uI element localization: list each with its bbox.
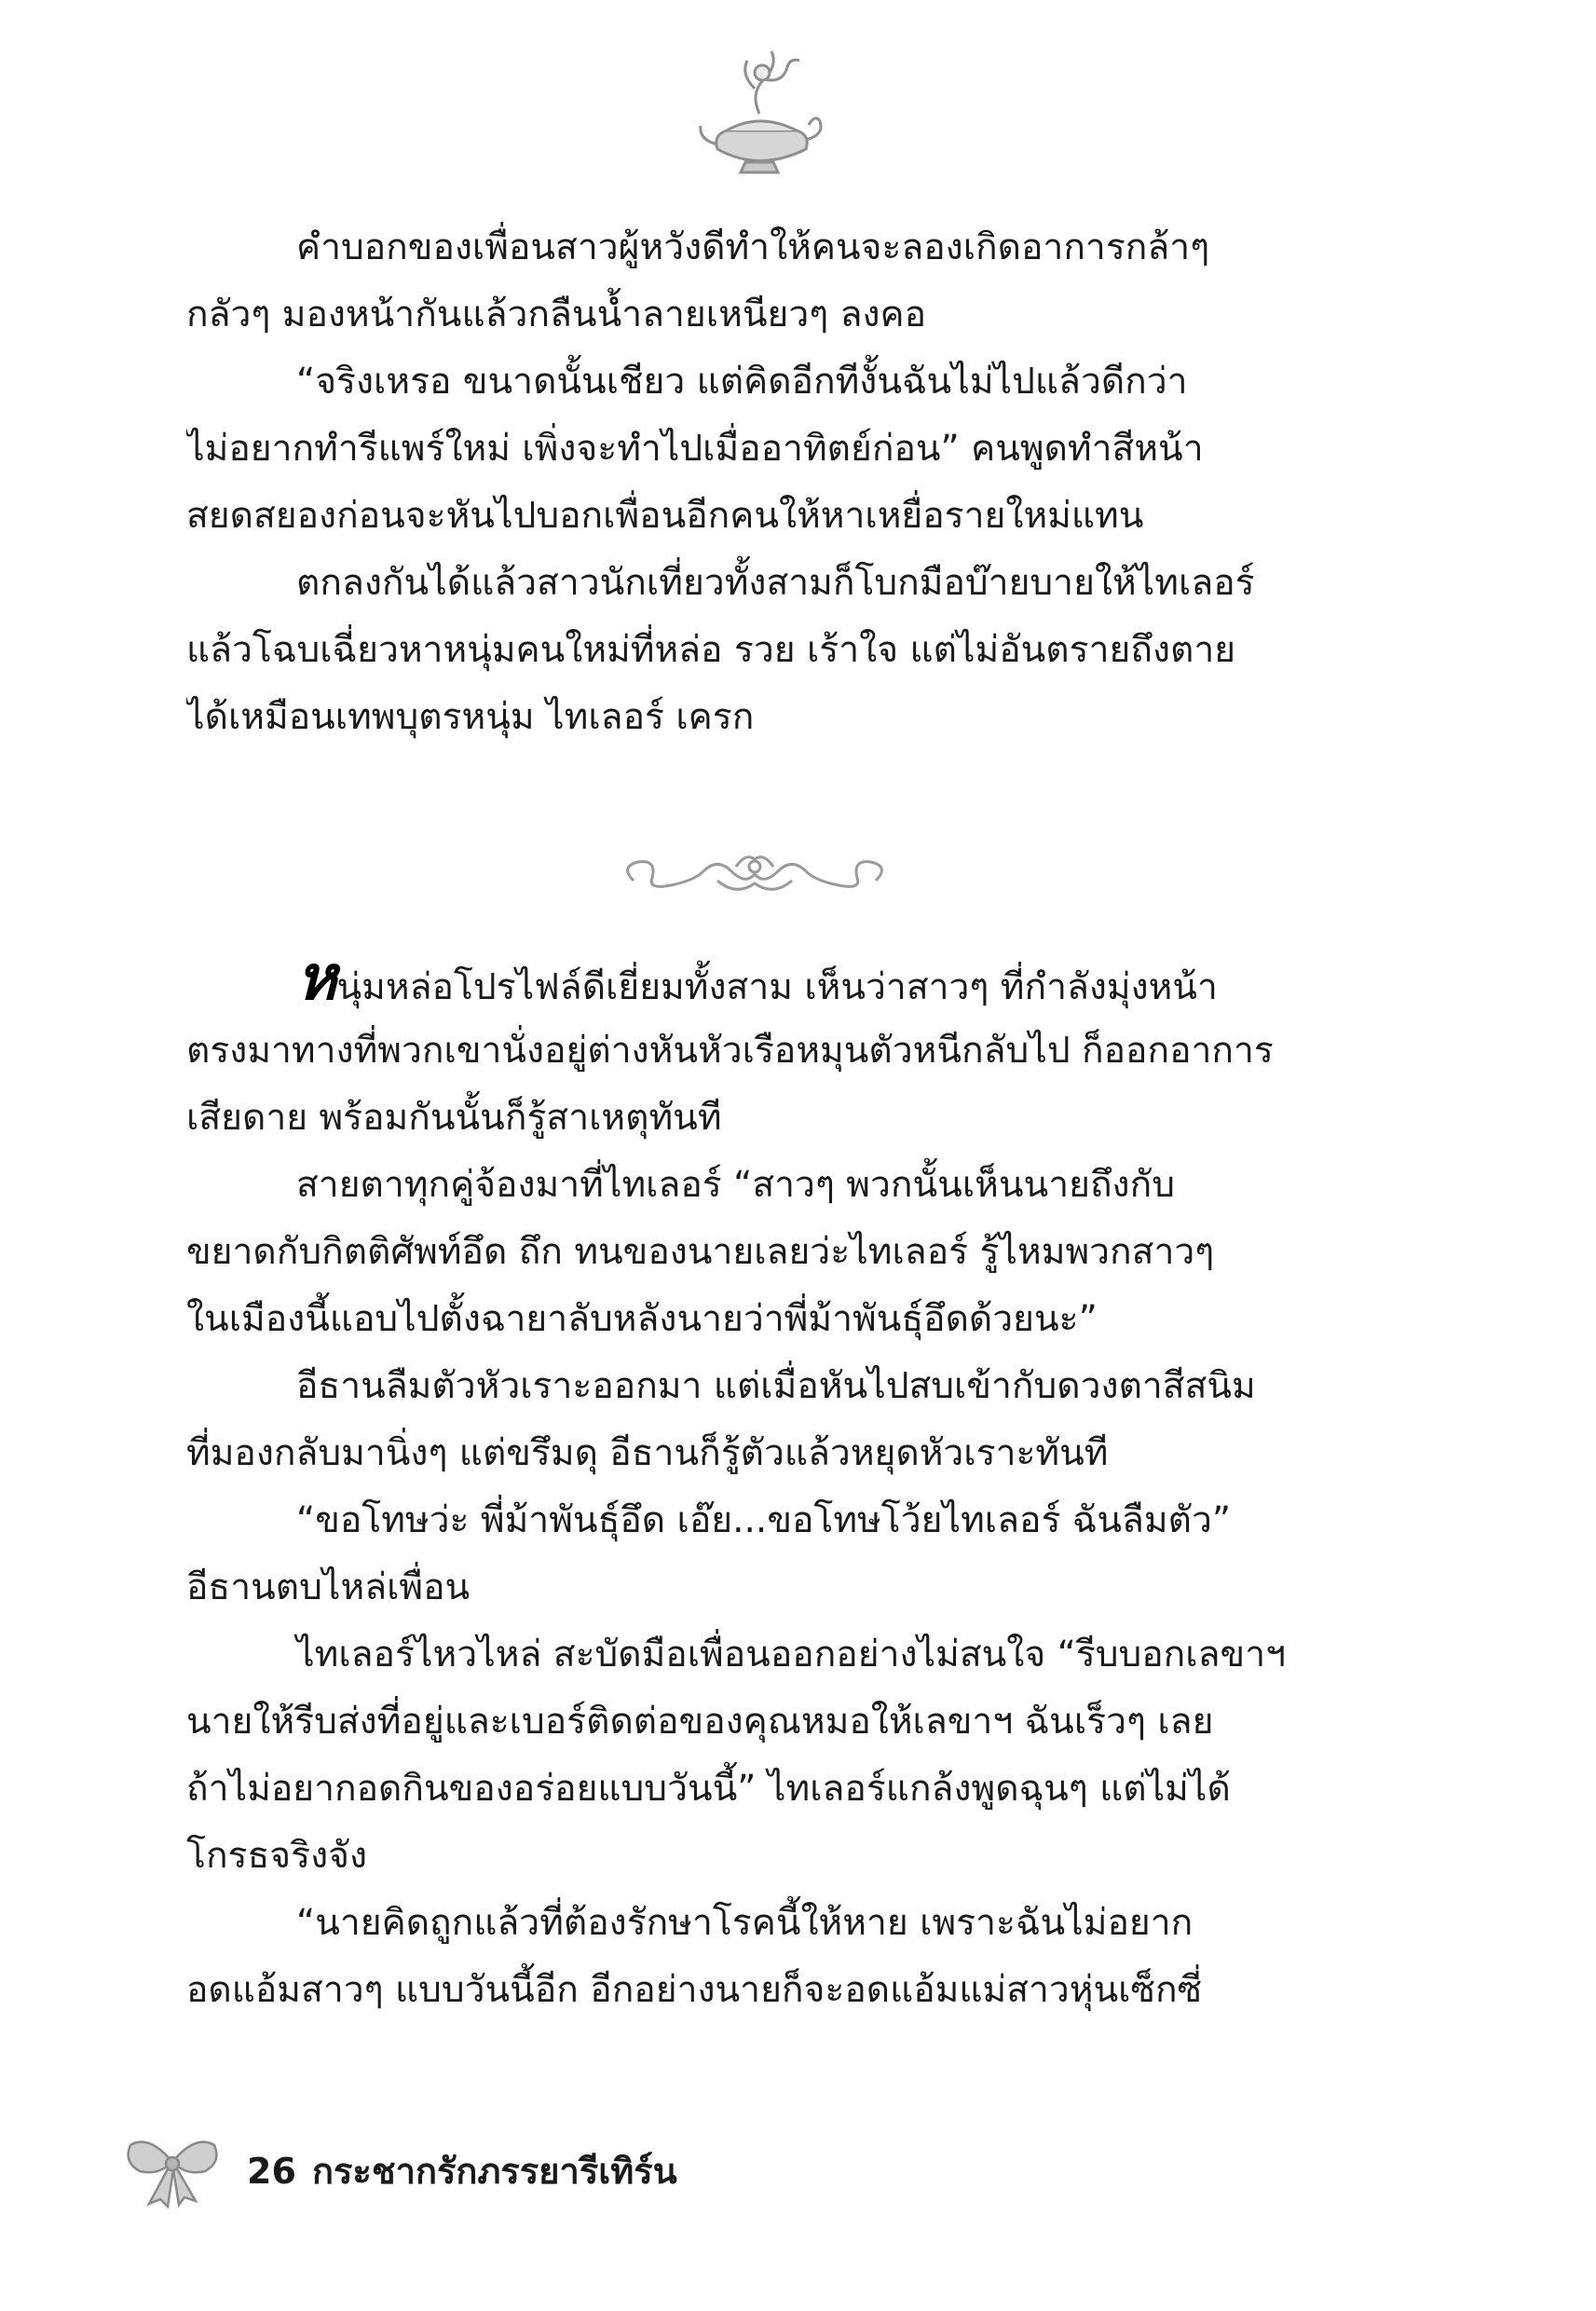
text-line: สยดสยองก่อนจะหันไปบอกเพื่อนอีกคนให้หาเหยื่อรายใหม่แทน	[186, 495, 1144, 537]
section-one	[186, 214, 1332, 751]
paragraph-5	[186, 1353, 1332, 1487]
ribbon-bow-icon	[121, 2125, 224, 2208]
scroll-flourish-icon	[615, 839, 894, 913]
text-line: โกรธจริงจัง	[186, 1835, 368, 1877]
paragraph-3	[186, 550, 1332, 751]
text-line: นายให้รีบส่งที่อยู่และเบอร์ติดต่อของคุณหมอให้เลขาฯ ฉันเร็วๆ เลย	[186, 1701, 1214, 1743]
section-two	[186, 950, 1332, 2024]
text-line: อีธานตบไหล่เพื่อน	[186, 1566, 471, 1608]
text-line: ได้เหมือนเทพบุตรหนุ่ม ไทเลอร์ เครก	[186, 696, 755, 738]
text-line: ถ้าไม่อยากอดกินของอร่อยแบบวันนี้” ไทเลอร์แกล้งพูดฉุนๆ แต่ไม่ได้	[186, 1768, 1231, 1810]
paragraph-4	[186, 1152, 1332, 1353]
genie-lamp-icon	[689, 47, 829, 186]
page-number: 26	[247, 2151, 296, 2192]
text-line: ไม่อยากทำรีแพร์ใหม่ เพิ่งจะทำไปเมื่ออาทิตย์ก่อน” คนพูดทำสีหน้า	[186, 428, 1204, 470]
paragraph-1	[186, 214, 1332, 349]
text-line: “นายคิดถูกแล้วที่ต้องรักษาโรคนี้ให้หาย เพราะฉันไม่อยาก	[296, 1902, 1194, 1944]
text-line: ในเมืองนี้แอบไปตั้งฉายาลับหลังนายว่าพี่ม้าพันธุ์อึดด้วยนะ”	[186, 1298, 1098, 1340]
text-line: อีธานลืมตัวหัวเราะออกมา แต่เมื่อหันไปสบเข้ากับดวงตาสีสนิม	[296, 1365, 1256, 1407]
text-line	[186, 950, 1332, 1018]
drop-cap: ห	[296, 950, 337, 1014]
text-line: แล้วโฉบเฉี่ยวหาหนุ่มคนใหม่ที่หล่อ รวย เร้าใจ แต่ไม่อันตรายถึงตาย	[186, 629, 1236, 671]
page-footer	[121, 2125, 773, 2208]
paragraph-8	[186, 1890, 1332, 2024]
text-line-rest: นุ่มหล่อโปรไฟล์ดีเยี่ยมทั้งสาม เห็นว่าสาวๆ ที่กำลังมุ่งหน้า	[336, 966, 1218, 1008]
paragraph-2	[186, 349, 1332, 550]
text-line: อดแอ้มสาวๆ แบบวันนี้อีก อีกอย่างนายก็จะอดแอ้มแม่สาวหุ่นเซ็กซี่	[186, 1969, 1203, 2011]
text-line: กลัวๆ มองหน้ากันแล้วกลืนน้ำลายเหนียวๆ ลงคอ	[186, 294, 927, 335]
text-line: ตรงมาทางที่พวกเขานั่งอยู่ต่างหันหัวเรือหมุนตัวหนีกลับไป ก็ออกอาการ	[186, 1030, 1274, 1072]
text-line: ขยาดกับกิตติศัพท์อึด ถึก ทนของนายเลยว่ะไทเลอร์ รู้ไหมพวกสาวๆ	[186, 1231, 1215, 1273]
book-title: กระชากรักภรรยารีเทิร์น	[312, 2151, 677, 2192]
text-line: คำบอกของเพื่อนสาวผู้หวังดีทำให้คนจะลองเกิดอาการกล้าๆ	[296, 226, 1210, 268]
paragraph-opening	[186, 950, 1332, 1152]
text-line: ที่มองกลับมานิ่งๆ แต่ขรึมดุ อีธานก็รู้ตัวแล้วหยุดหัวเราะทันที	[186, 1432, 1109, 1474]
text-line: ตกลงกันได้แล้วสาวนักเที่ยวทั้งสามก็โบกมือบ๊ายบายให้ไทเลอร์	[296, 562, 1255, 604]
text-line: “ขอโทษว่ะ พี่ม้าพันธุ์อึด เอ๊ย...ขอโทษโว้ยไทเลอร์ ฉันลืมตัว”	[296, 1499, 1232, 1541]
text-line: “จริงเหรอ ขนาดนั้นเชียว แต่คิดอีกทีงั้นฉันไม่ไปแล้วดีกว่า	[296, 361, 1188, 403]
paragraph-6	[186, 1487, 1332, 1621]
paragraph-7	[186, 1621, 1332, 1890]
text-line: ไทเลอร์ไหวไหล่ สะบัดมือเพื่อนออกอย่างไม่สนใจ “รีบบอกเลขาฯ	[296, 1634, 1286, 1675]
text-line: เสียดาย พร้อมกันนั้นก็รู้สาเหตุทันที	[186, 1097, 722, 1139]
text-line: สายตาทุกคู่จ้องมาที่ไทเลอร์ “สาวๆ พวกนั้นเห็นนายถึงกับ	[296, 1164, 1175, 1206]
